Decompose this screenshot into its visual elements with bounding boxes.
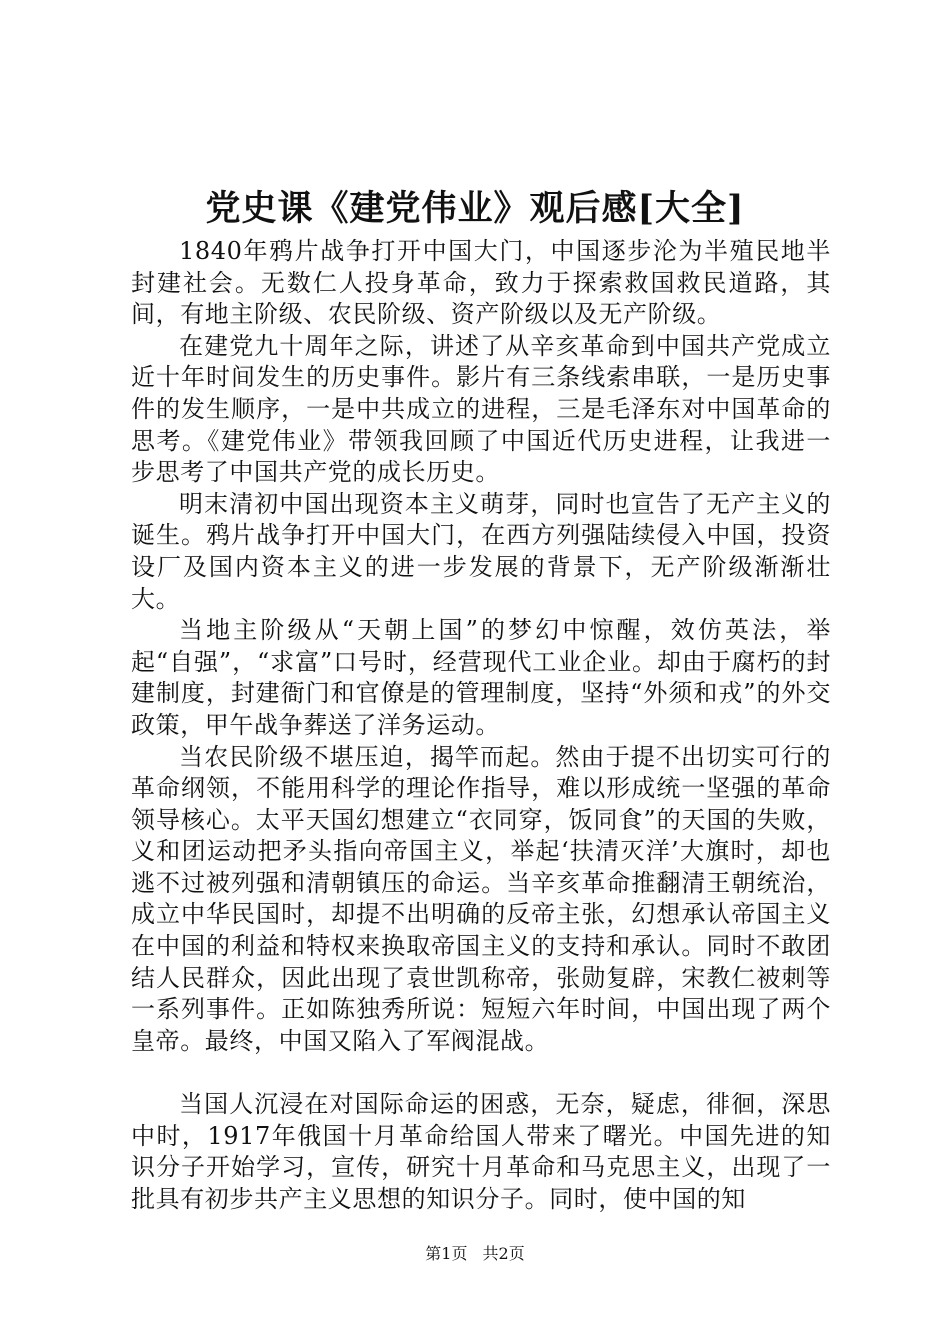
paragraph-3: 明末清初中国出现资本主义萌芽，同时也宣告了无产主义的诞生。鸦片战争打开中国大门，在西方列强陆续侵入中国，投资设厂及国内资本主义的进一步发展的背景下，无产阶级渐渐壮大。 (131, 489, 831, 613)
paragraph-4: 当地主阶级从“天朝上国”的梦幻中惊醒，效仿英法，举起“自强”，“求富”口号时，经营现代工业企业。却由于腐朽的封建制度，封建衙门和官僚是的管理制度，坚持“外须和戎”的外交政策，甲午战争葬送了洋务运动。 (131, 616, 831, 739)
page-number: 第1页 (425, 1244, 468, 1263)
page-total: 共2页 (482, 1244, 525, 1263)
paragraph-5: 当农民阶级不堪压迫，揭竿而起。然由于提不出切实可行的革命纲领，不能用科学的理论作指导，难以形成统一坚强的革命领导核心。太平天国幻想建立“衣同穿，饭同食”的天国的失败，义和团运动把矛头指向帝国主义，举起‘扶清灭洋’大旗时，却也逃不过被列强和清朝镇压的命运。当辛亥革命推翻清王朝统治，成立中华民国时，却提不出明确的反帝主张，幻想承认帝国主义在中国的利益和特权来换取帝国主义的支持和承认。同时不敢团结人民群众，因此出现了袁世凯称帝，张勋复辟，宋教仁被刺等一系列事件。正如陈独秀所说：短短六年时间，中国出现了两个皇帝。最终，中国又陷入了军阀混战。 (131, 742, 831, 1055)
page-footer (0, 1243, 950, 1265)
paragraph-spacer (131, 1057, 831, 1089)
paragraph-6: 当国人沉浸在对国际命运的困惑，无奈，疑虑，徘徊，深思中时，1917年俄国十月革命给国人带来了曙光。中国先进的知识分子开始学习，宣传，研究十月革命和马克思主义，出现了一批具有初步共产主义思想的知识分子。同时，使中国的知 (131, 1090, 831, 1213)
document-title: 党史课《建党伟业》观后感[大全] (205, 188, 745, 229)
paragraph-2: 在建党九十周年之际，讲述了从辛亥革命到中国共产党成立近十年时间发生的历史事件。影片有三条线索串联，一是历史事件的发生顺序，一是中共成立的进程，三是毛泽东对中国革命的思考。《建党伟业》带领我回顾了中国近代历史进程，让我进一步思考了中国共产党的成长历史。 (131, 331, 831, 487)
paragraph-1: 1840年鸦片战争打开中国大门，中国逐步沦为半殖民地半封建社会。无数仁人投身革命，致力于探索救国救民道路，其间，有地主阶级、农民阶级、资产阶级以及无产阶级。 (131, 237, 831, 329)
document-body (131, 236, 831, 1215)
